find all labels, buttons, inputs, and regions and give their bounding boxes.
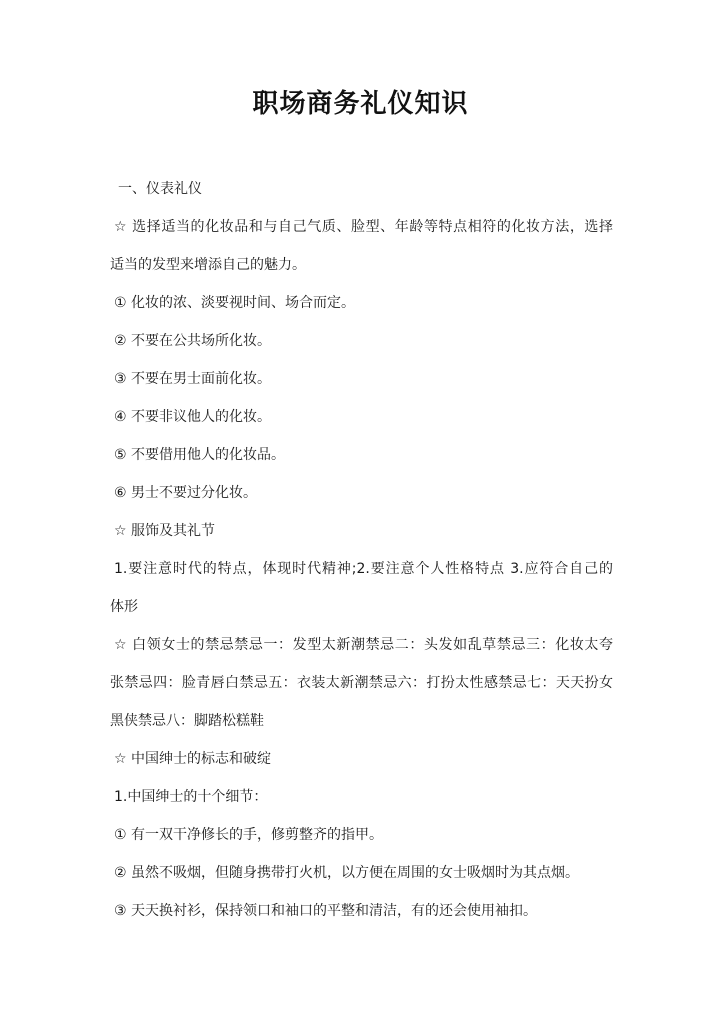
document-body — [110, 170, 613, 930]
list-item-makeup-1: ① 化妆的浓、淡要视时间、场合而定。 — [114, 295, 355, 311]
list-item-makeup-2: ② 不要在公共场所化妆。 — [114, 333, 272, 349]
paragraph-gentleman-details: 1.中国绅士的十个细节： — [114, 789, 268, 805]
list-item-makeup-5: ⑤ 不要借用他人的化妆品。 — [114, 447, 286, 463]
paragraph-women-taboos: ☆ 白领女士的禁忌禁忌一：发型太新潮禁忌二：头发如乱草禁忌三：化妆太夸 — [114, 637, 613, 653]
list-item-makeup-4: ④ 不要非议他人的化妆。 — [114, 409, 272, 425]
list-item-gentleman-2: ② 虽然不吸烟，但随身携带打火机，以方便在周围的女士吸烟时为其点烟。 — [114, 865, 579, 881]
paragraph-attire-points-continued: 体形 — [110, 599, 138, 615]
list-item-makeup-3: ③ 不要在男士面前化妆。 — [114, 371, 272, 387]
paragraph-makeup-advice: ☆ 选择适当的化妆品和与自己气质、脸型、年龄等特点相符的化妆方法，选择 — [114, 219, 613, 235]
paragraph-women-taboos-continued-1: 张禁忌四：脸青唇白禁忌五：衣装太新潮禁忌六：打扮太性感禁忌七：天天扮女 — [110, 675, 613, 691]
paragraph-makeup-advice-continued: 适当的发型来增添自己的魅力。 — [110, 257, 306, 273]
subheading-attire-etiquette: ☆ 服饰及其礼节 — [114, 523, 216, 539]
section-heading-appearance-etiquette: 一、仪表礼仪 — [118, 181, 202, 197]
paragraph-women-taboos-continued-2: 黑侠禁忌八：脚踏松糕鞋 — [110, 713, 264, 729]
list-item-makeup-6: ⑥ 男士不要过分化妆。 — [114, 485, 258, 501]
list-item-gentleman-1: ① 有一双干净修长的手，修剪整齐的指甲。 — [114, 827, 383, 843]
subheading-chinese-gentleman: ☆ 中国绅士的标志和破绽 — [114, 751, 272, 767]
list-item-gentleman-3: ③ 天天换衬衫，保持领口和袖口的平整和清洁，有的还会使用袖扣。 — [114, 903, 537, 919]
paragraph-attire-points: 1.要注意时代的特点，体现时代精神;2.要注意个人性格特点 3.应符合自己的 — [114, 561, 613, 577]
document-title: 职场商务礼仪知识 — [252, 89, 469, 119]
